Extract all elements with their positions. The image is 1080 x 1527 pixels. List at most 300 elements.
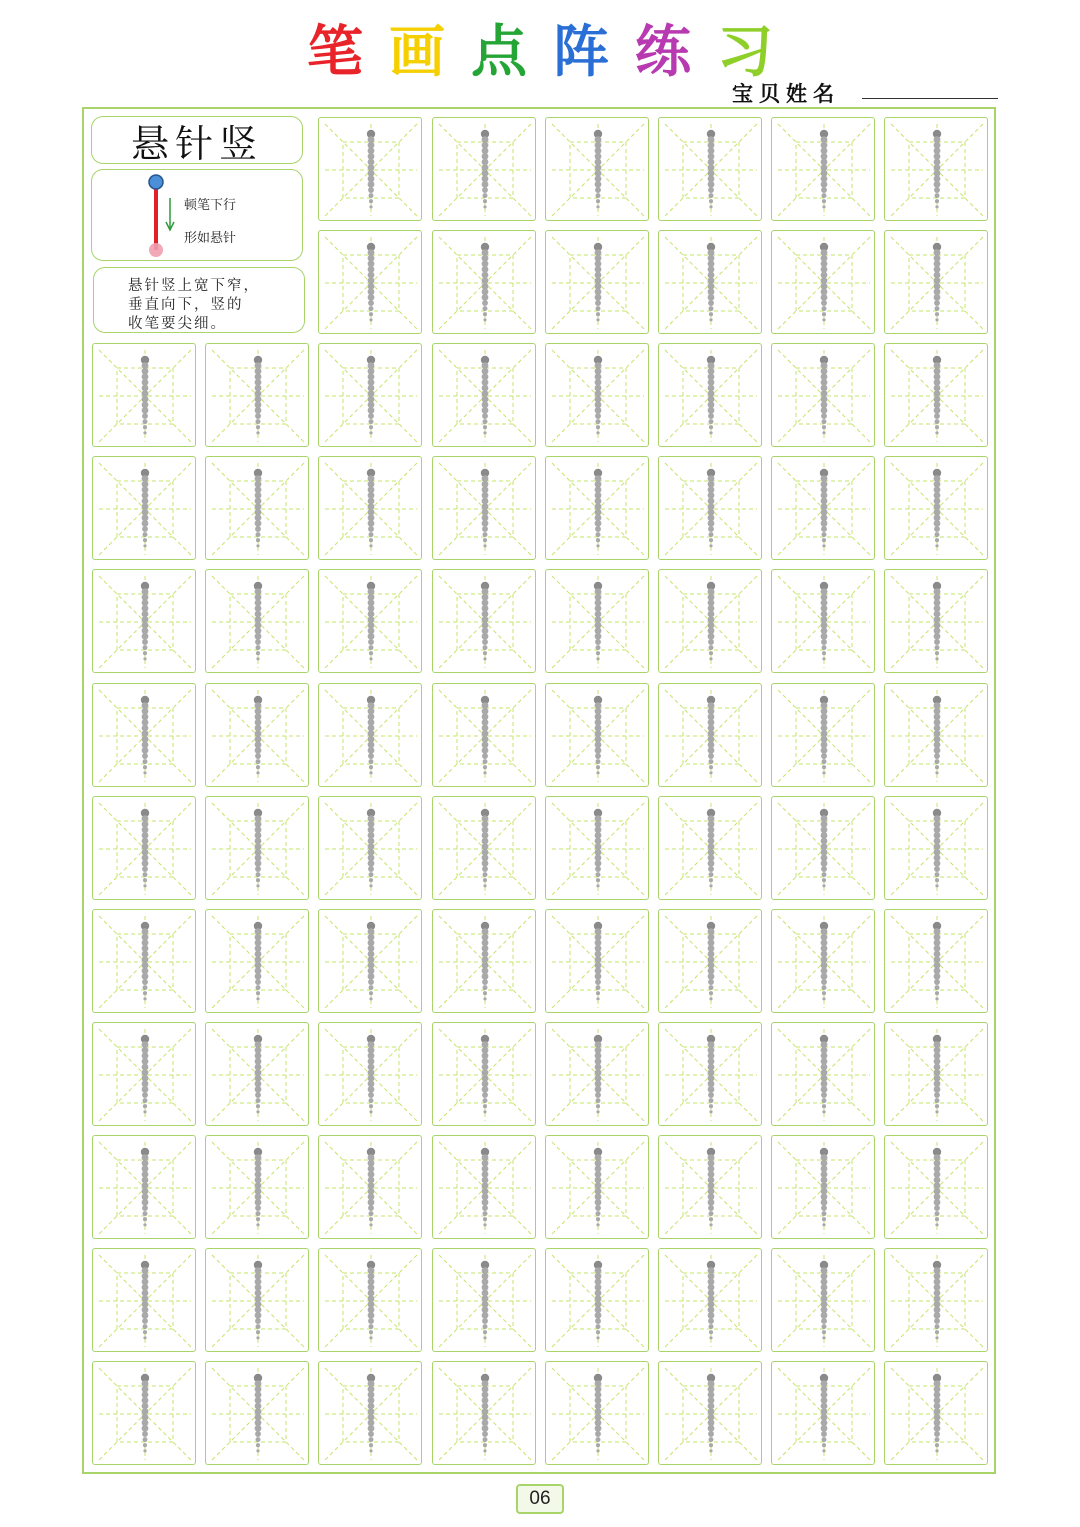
mizi-guide: [433, 118, 537, 222]
practice-cell[interactable]: [545, 1022, 649, 1126]
trace-dot: [369, 1330, 373, 1334]
practice-cell[interactable]: [432, 456, 536, 560]
trace-dot: [708, 753, 714, 759]
mizi-guide: [772, 1362, 876, 1466]
trace-dot: [369, 652, 373, 656]
trace-dot: [934, 413, 940, 419]
trace-dot: [821, 407, 828, 414]
practice-cell[interactable]: [92, 1022, 196, 1126]
trace-dot: [370, 205, 373, 208]
trace-dot: [709, 997, 712, 1000]
trace-dot: [368, 407, 375, 414]
practice-cell[interactable]: [658, 1361, 762, 1465]
mizi-guide: [885, 457, 989, 561]
trace-dot: [482, 300, 488, 306]
practice-cell[interactable]: [884, 1022, 988, 1126]
practice-cell[interactable]: [92, 909, 196, 1013]
trace-dot: [142, 526, 148, 532]
practice-cell[interactable]: [432, 569, 536, 673]
trace-dot: [822, 306, 827, 311]
trace-dot: [709, 1336, 712, 1339]
practice-cell[interactable]: [771, 1361, 875, 1465]
practice-cell[interactable]: [771, 1248, 875, 1352]
trace-dot: [482, 306, 487, 311]
trace-dot: [256, 1104, 260, 1108]
trace-dot: [256, 645, 261, 650]
practice-cell[interactable]: [658, 569, 762, 673]
practice-cell[interactable]: [318, 117, 422, 221]
practice-cell[interactable]: [92, 569, 196, 673]
practice-cell[interactable]: [771, 230, 875, 334]
trace-dot: [369, 1443, 373, 1447]
mizi-guide: [772, 684, 876, 788]
practice-cell[interactable]: [545, 1361, 649, 1465]
practice-cell[interactable]: [771, 456, 875, 560]
practice-cell[interactable]: [545, 909, 649, 1013]
trace-dot: [482, 526, 488, 532]
practice-cell[interactable]: [884, 456, 988, 560]
mizi-guide: [546, 684, 650, 788]
trace-dot: [143, 538, 147, 542]
practice-cell[interactable]: [318, 343, 422, 447]
practice-cell[interactable]: [658, 683, 762, 787]
trace-dot: [823, 1449, 826, 1452]
trace-dot: [935, 765, 939, 769]
trace-dot: [596, 771, 599, 774]
trace-dot: [709, 765, 713, 769]
trace-dot: [482, 193, 487, 198]
trace-dot: [256, 985, 261, 990]
trace-dot: [935, 538, 939, 542]
trace-dot: [595, 639, 601, 645]
trace-dot: [936, 431, 939, 434]
mizi-guide: [772, 1249, 876, 1353]
trace-dot: [256, 1330, 260, 1334]
practice-cell[interactable]: [318, 230, 422, 334]
practice-cell[interactable]: [432, 909, 536, 1013]
practice-cell[interactable]: [92, 456, 196, 560]
trace-dot: [143, 1443, 147, 1447]
practice-cell[interactable]: [92, 1248, 196, 1352]
practice-cell[interactable]: [318, 909, 422, 1013]
practice-cell[interactable]: [771, 569, 875, 673]
trace-dot: [483, 771, 486, 774]
trace-dot: [368, 187, 374, 193]
practice-cell[interactable]: [318, 1022, 422, 1126]
trace-dot: [482, 1205, 488, 1211]
practice-cell[interactable]: [318, 569, 422, 673]
trace-dot: [936, 1223, 939, 1226]
trace-dot: [822, 538, 826, 542]
trace-dot: [934, 1092, 940, 1098]
mizi-guide: [772, 344, 876, 448]
trace-dot: [823, 884, 826, 887]
trace-dot: [257, 1223, 260, 1226]
trace-dot: [596, 884, 599, 887]
mizi-guide: [659, 231, 763, 335]
trace-dot: [935, 306, 940, 311]
mizi-guide: [772, 570, 876, 674]
practice-cell[interactable]: [545, 230, 649, 334]
trace-dot: [142, 520, 149, 527]
practice-cell[interactable]: [771, 343, 875, 447]
practice-cell[interactable]: [545, 1135, 649, 1239]
trace-dot: [821, 187, 827, 193]
trace-dot: [143, 532, 148, 537]
trace-dot: [483, 997, 486, 1000]
trace-dot: [255, 1086, 262, 1093]
practice-cell[interactable]: [318, 683, 422, 787]
practice-cell[interactable]: [884, 1361, 988, 1465]
practice-cell[interactable]: [545, 343, 649, 447]
trace-dot: [708, 973, 715, 980]
practice-cell[interactable]: [92, 683, 196, 787]
name-input-line[interactable]: [862, 98, 998, 99]
mizi-guide: [885, 118, 989, 222]
practice-cell[interactable]: [432, 683, 536, 787]
trace-dot: [821, 300, 827, 306]
practice-cell[interactable]: [658, 1135, 762, 1239]
practice-cell[interactable]: [884, 909, 988, 1013]
practice-cell[interactable]: [432, 343, 536, 447]
mizi-guide: [885, 570, 989, 674]
trace-dot: [483, 652, 487, 656]
trace-dot: [821, 1318, 827, 1324]
practice-cell[interactable]: [658, 1248, 762, 1352]
trace-dot: [935, 1437, 940, 1442]
trace-dot: [934, 973, 941, 980]
practice-cell[interactable]: [771, 683, 875, 787]
trace-dot: [709, 312, 713, 316]
trace-dot: [482, 639, 488, 645]
practice-cell[interactable]: [318, 1248, 422, 1352]
trace-dot: [935, 193, 940, 198]
trace-dot: [142, 860, 149, 867]
practice-cell[interactable]: [884, 569, 988, 673]
practice-cell[interactable]: [771, 117, 875, 221]
trace-dot: [709, 884, 712, 887]
trace-dot: [823, 205, 826, 208]
practice-cell[interactable]: [92, 1135, 196, 1239]
practice-cell[interactable]: [658, 117, 762, 221]
trace-dot: [369, 1324, 374, 1329]
trace-dot: [934, 866, 940, 872]
trace-dot: [596, 431, 599, 434]
mizi-guide: [659, 1136, 763, 1240]
trace-dot: [708, 300, 714, 306]
title-char-2: 点: [471, 20, 527, 85]
practice-cell[interactable]: [771, 796, 875, 900]
trace-dot: [935, 1098, 940, 1103]
demo-end-dot: [149, 243, 163, 257]
practice-cell[interactable]: [205, 683, 309, 787]
trace-dot: [257, 997, 260, 1000]
mizi-guide: [659, 1023, 763, 1127]
trace-dot: [481, 1199, 488, 1206]
practice-cell[interactable]: [432, 117, 536, 221]
trace-dot: [368, 1086, 375, 1093]
mizi-guide: [659, 570, 763, 674]
trace-dot: [482, 1431, 488, 1437]
practice-cell[interactable]: [658, 343, 762, 447]
practice-cell[interactable]: [884, 343, 988, 447]
trace-dot: [596, 1336, 599, 1339]
trace-dot: [935, 1443, 939, 1447]
practice-cell[interactable]: [771, 1022, 875, 1126]
practice-cell[interactable]: [432, 1361, 536, 1465]
title-char-3: 阵: [553, 20, 609, 85]
practice-cell[interactable]: [545, 117, 649, 221]
desc-line-2: 垂直向下，竖的: [128, 297, 244, 313]
trace-dot: [368, 1199, 375, 1206]
trace-dot: [481, 973, 488, 980]
trace-dot: [143, 1211, 148, 1216]
trace-dot: [595, 1318, 601, 1324]
practice-cell[interactable]: [318, 456, 422, 560]
practice-cell[interactable]: [545, 683, 649, 787]
practice-cell[interactable]: [92, 1361, 196, 1465]
mizi-guide: [319, 1136, 423, 1240]
trace-dot: [143, 658, 146, 661]
mizi-guide: [319, 797, 423, 901]
trace-dot: [369, 532, 374, 537]
trace-dot: [483, 538, 487, 542]
practice-cell[interactable]: [771, 1135, 875, 1239]
trace-dot: [595, 306, 600, 311]
trace-dot: [935, 872, 940, 877]
trace-dot: [142, 1431, 148, 1437]
mizi-guide: [206, 1023, 310, 1127]
practice-cell[interactable]: [545, 1248, 649, 1352]
trace-dot: [368, 1312, 375, 1319]
trace-dot: [483, 1217, 487, 1221]
trace-dot: [368, 753, 374, 759]
trace-dot: [708, 747, 715, 754]
trace-dot: [256, 1437, 261, 1442]
mizi-guide: [546, 1023, 650, 1127]
trace-dot: [709, 538, 713, 542]
mizi-guide: [206, 1136, 310, 1240]
practice-cell[interactable]: [432, 1022, 536, 1126]
trace-dot: [368, 300, 374, 306]
trace-dot: [596, 878, 600, 882]
trace-dot: [595, 645, 600, 650]
mizi-guide: [546, 118, 650, 222]
trace-dot: [255, 979, 261, 985]
mizi-guide: [659, 797, 763, 901]
practice-cell[interactable]: [205, 909, 309, 1013]
trace-dot: [368, 1092, 374, 1098]
trace-dot: [369, 1437, 374, 1442]
trace-dot: [595, 1437, 600, 1442]
practice-cell[interactable]: [432, 230, 536, 334]
trace-dot: [935, 1104, 939, 1108]
trace-dot: [823, 431, 826, 434]
trace-dot: [596, 991, 600, 995]
trace-dot: [821, 753, 827, 759]
trace-dot: [823, 997, 826, 1000]
trace-dot: [821, 747, 828, 754]
practice-cell[interactable]: [884, 1248, 988, 1352]
trace-dot: [823, 318, 826, 321]
practice-cell[interactable]: [884, 1135, 988, 1239]
trace-dot: [709, 1104, 713, 1108]
trace-dot: [483, 425, 487, 429]
trace-dot: [368, 181, 375, 188]
trace-dot: [257, 1110, 260, 1113]
trace-dot: [595, 1431, 601, 1437]
practice-cell[interactable]: [205, 1022, 309, 1126]
trace-dot: [482, 1211, 487, 1216]
trace-dot: [934, 979, 940, 985]
practice-cell[interactable]: [205, 796, 309, 900]
mizi-guide: [433, 570, 537, 674]
practice-cell[interactable]: [318, 1135, 422, 1239]
trace-dot: [934, 1318, 940, 1324]
trace-dot: [709, 425, 713, 429]
mizi-guide: [319, 231, 423, 335]
trace-dot: [483, 1104, 487, 1108]
trace-dot: [936, 658, 939, 661]
trace-dot: [370, 544, 373, 547]
trace-dot: [482, 866, 488, 872]
trace-dot: [821, 1086, 828, 1093]
trace-dot: [142, 1312, 149, 1319]
practice-cell[interactable]: [658, 230, 762, 334]
practice-cell[interactable]: [205, 569, 309, 673]
practice-cell[interactable]: [205, 1135, 309, 1239]
trace-dot: [709, 872, 714, 877]
trace-dot: [369, 985, 374, 990]
trace-dot: [709, 1211, 714, 1216]
practice-cell[interactable]: [318, 796, 422, 900]
trace-dot: [370, 318, 373, 321]
mizi-guide: [319, 910, 423, 1014]
trace-dot: [368, 747, 375, 754]
title-char-0: 笔: [307, 20, 363, 85]
trace-dot: [255, 860, 262, 867]
trace-dot: [483, 1223, 486, 1226]
trace-dot: [143, 544, 146, 547]
trace-dot: [709, 544, 712, 547]
trace-dot: [934, 860, 941, 867]
practice-cell[interactable]: [205, 1361, 309, 1465]
practice-cell[interactable]: [545, 456, 649, 560]
trace-dot: [708, 294, 715, 301]
trace-dot: [142, 1086, 149, 1093]
trace-dot: [255, 526, 261, 532]
mizi-guide: [433, 910, 537, 1014]
page-number: 06: [516, 1484, 564, 1514]
practice-cell[interactable]: [432, 1135, 536, 1239]
practice-cell[interactable]: [432, 796, 536, 900]
practice-cell[interactable]: [92, 796, 196, 900]
mizi-guide: [885, 910, 989, 1014]
trace-dot: [934, 747, 941, 754]
trace-dot: [595, 187, 601, 193]
practice-cell[interactable]: [771, 909, 875, 1013]
trace-dot: [822, 1443, 826, 1447]
practice-cell[interactable]: [658, 796, 762, 900]
trace-dot: [595, 753, 601, 759]
trace-dot: [936, 1110, 939, 1113]
trace-dot: [822, 1211, 827, 1216]
trace-dot: [255, 747, 262, 754]
trace-dot: [936, 544, 939, 547]
practice-cell[interactable]: [205, 1248, 309, 1352]
trace-dot: [596, 1443, 600, 1447]
trace-dot: [143, 1437, 148, 1442]
trace-dot: [256, 991, 260, 995]
practice-cell[interactable]: [545, 796, 649, 900]
trace-dot: [934, 520, 941, 527]
trace-dot: [821, 1205, 827, 1211]
mizi-guide: [93, 344, 197, 448]
practice-cell[interactable]: [658, 456, 762, 560]
practice-cell[interactable]: [205, 456, 309, 560]
trace-dot: [709, 1223, 712, 1226]
trace-dot: [708, 413, 714, 419]
trace-dot: [368, 639, 374, 645]
trace-dot: [482, 645, 487, 650]
trace-dot: [483, 312, 487, 316]
practice-cell[interactable]: [92, 343, 196, 447]
practice-cell[interactable]: [884, 683, 988, 787]
trace-dot: [483, 991, 487, 995]
trace-dot: [143, 878, 147, 882]
trace-dot: [483, 1443, 487, 1447]
trace-dot: [595, 872, 600, 877]
practice-cell[interactable]: [545, 569, 649, 673]
trace-dot: [709, 1437, 714, 1442]
trace-dot: [368, 294, 375, 301]
trace-dot: [709, 645, 714, 650]
trace-dot: [142, 973, 149, 980]
trace-dot: [483, 1449, 486, 1452]
trace-dot: [482, 1092, 488, 1098]
practice-cell[interactable]: [884, 796, 988, 900]
trace-dot: [369, 872, 374, 877]
trace-dot: [934, 1205, 940, 1211]
trace-dot: [256, 652, 260, 656]
trace-dot: [708, 1092, 714, 1098]
practice-cell[interactable]: [884, 117, 988, 221]
trace-dot: [256, 1443, 260, 1447]
title-char-1: 画: [389, 20, 445, 85]
trace-dot: [936, 771, 939, 774]
practice-cell[interactable]: [318, 1361, 422, 1465]
trace-dot: [368, 1425, 375, 1432]
trace-dot: [821, 633, 828, 640]
trace-dot: [934, 1312, 941, 1319]
trace-dot: [708, 1431, 714, 1437]
practice-cell[interactable]: [884, 230, 988, 334]
mizi-guide: [206, 344, 310, 448]
trace-dot: [370, 1449, 373, 1452]
trace-dot: [596, 1449, 599, 1452]
practice-cell[interactable]: [432, 1248, 536, 1352]
trace-dot: [935, 312, 939, 316]
practice-cell[interactable]: [205, 343, 309, 447]
trace-dot: [143, 872, 148, 877]
trace-dot: [142, 866, 148, 872]
trace-dot: [255, 633, 262, 640]
trace-dot: [709, 991, 713, 995]
practice-cell[interactable]: [658, 909, 762, 1013]
mizi-guide: [885, 1023, 989, 1127]
practice-cell[interactable]: [658, 1022, 762, 1126]
trace-dot: [481, 520, 488, 527]
